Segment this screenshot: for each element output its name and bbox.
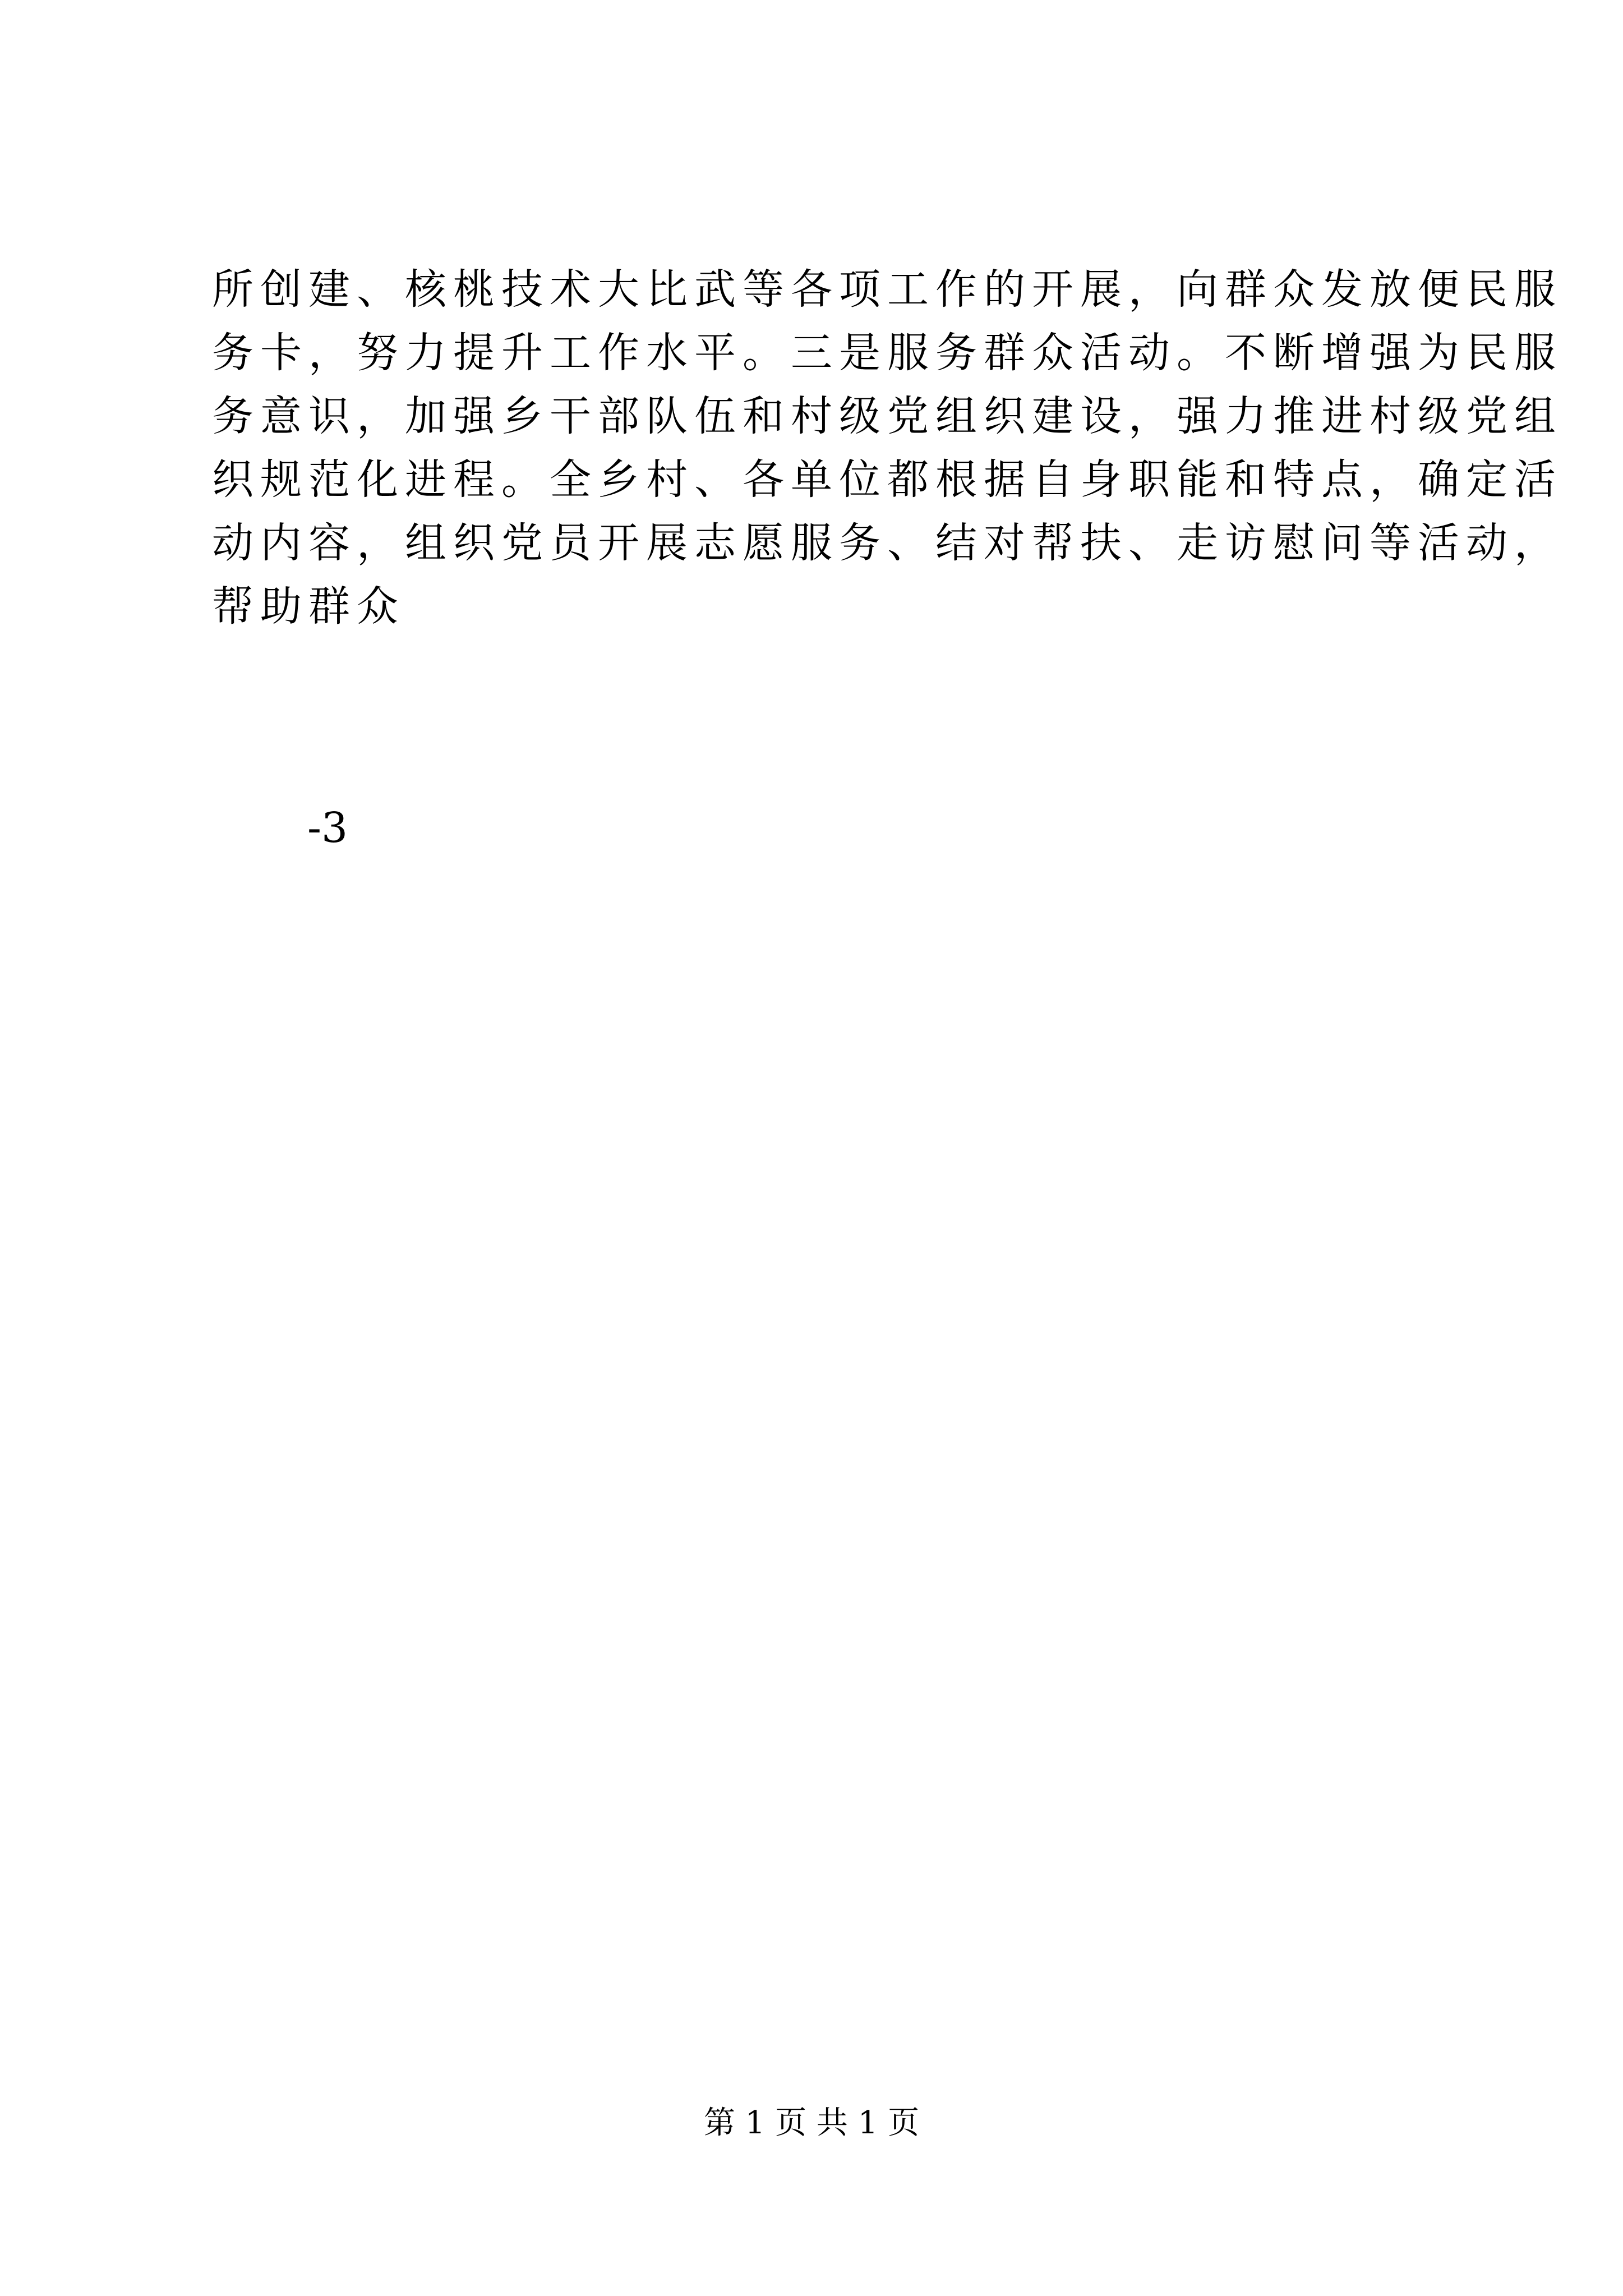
body-paragraph [212,258,1562,638]
text-line: 务卡，努力提升工作水平。三是服务群众活动。不断增强为民服 [212,329,1562,377]
page-footer: 第 1 页 共 1 页 [703,2105,920,2141]
text-line: 动内容，组织党员开展志愿服务、结对帮扶、走访慰问等活动， [212,519,1562,567]
text-line: 帮助群众 [212,582,405,631]
text-line: 务意识，加强乡干部队伍和村级党组织建设，强力推进村级党组 [212,392,1562,440]
inline-page-number: -3 [307,804,348,852]
text-line: 织规范化进程。全乡村、各单位都根据自身职能和特点，确定活 [212,455,1562,504]
text-line: 所创建、核桃技术大比武等各项工作的开展，向群众发放便民服 [212,265,1562,314]
